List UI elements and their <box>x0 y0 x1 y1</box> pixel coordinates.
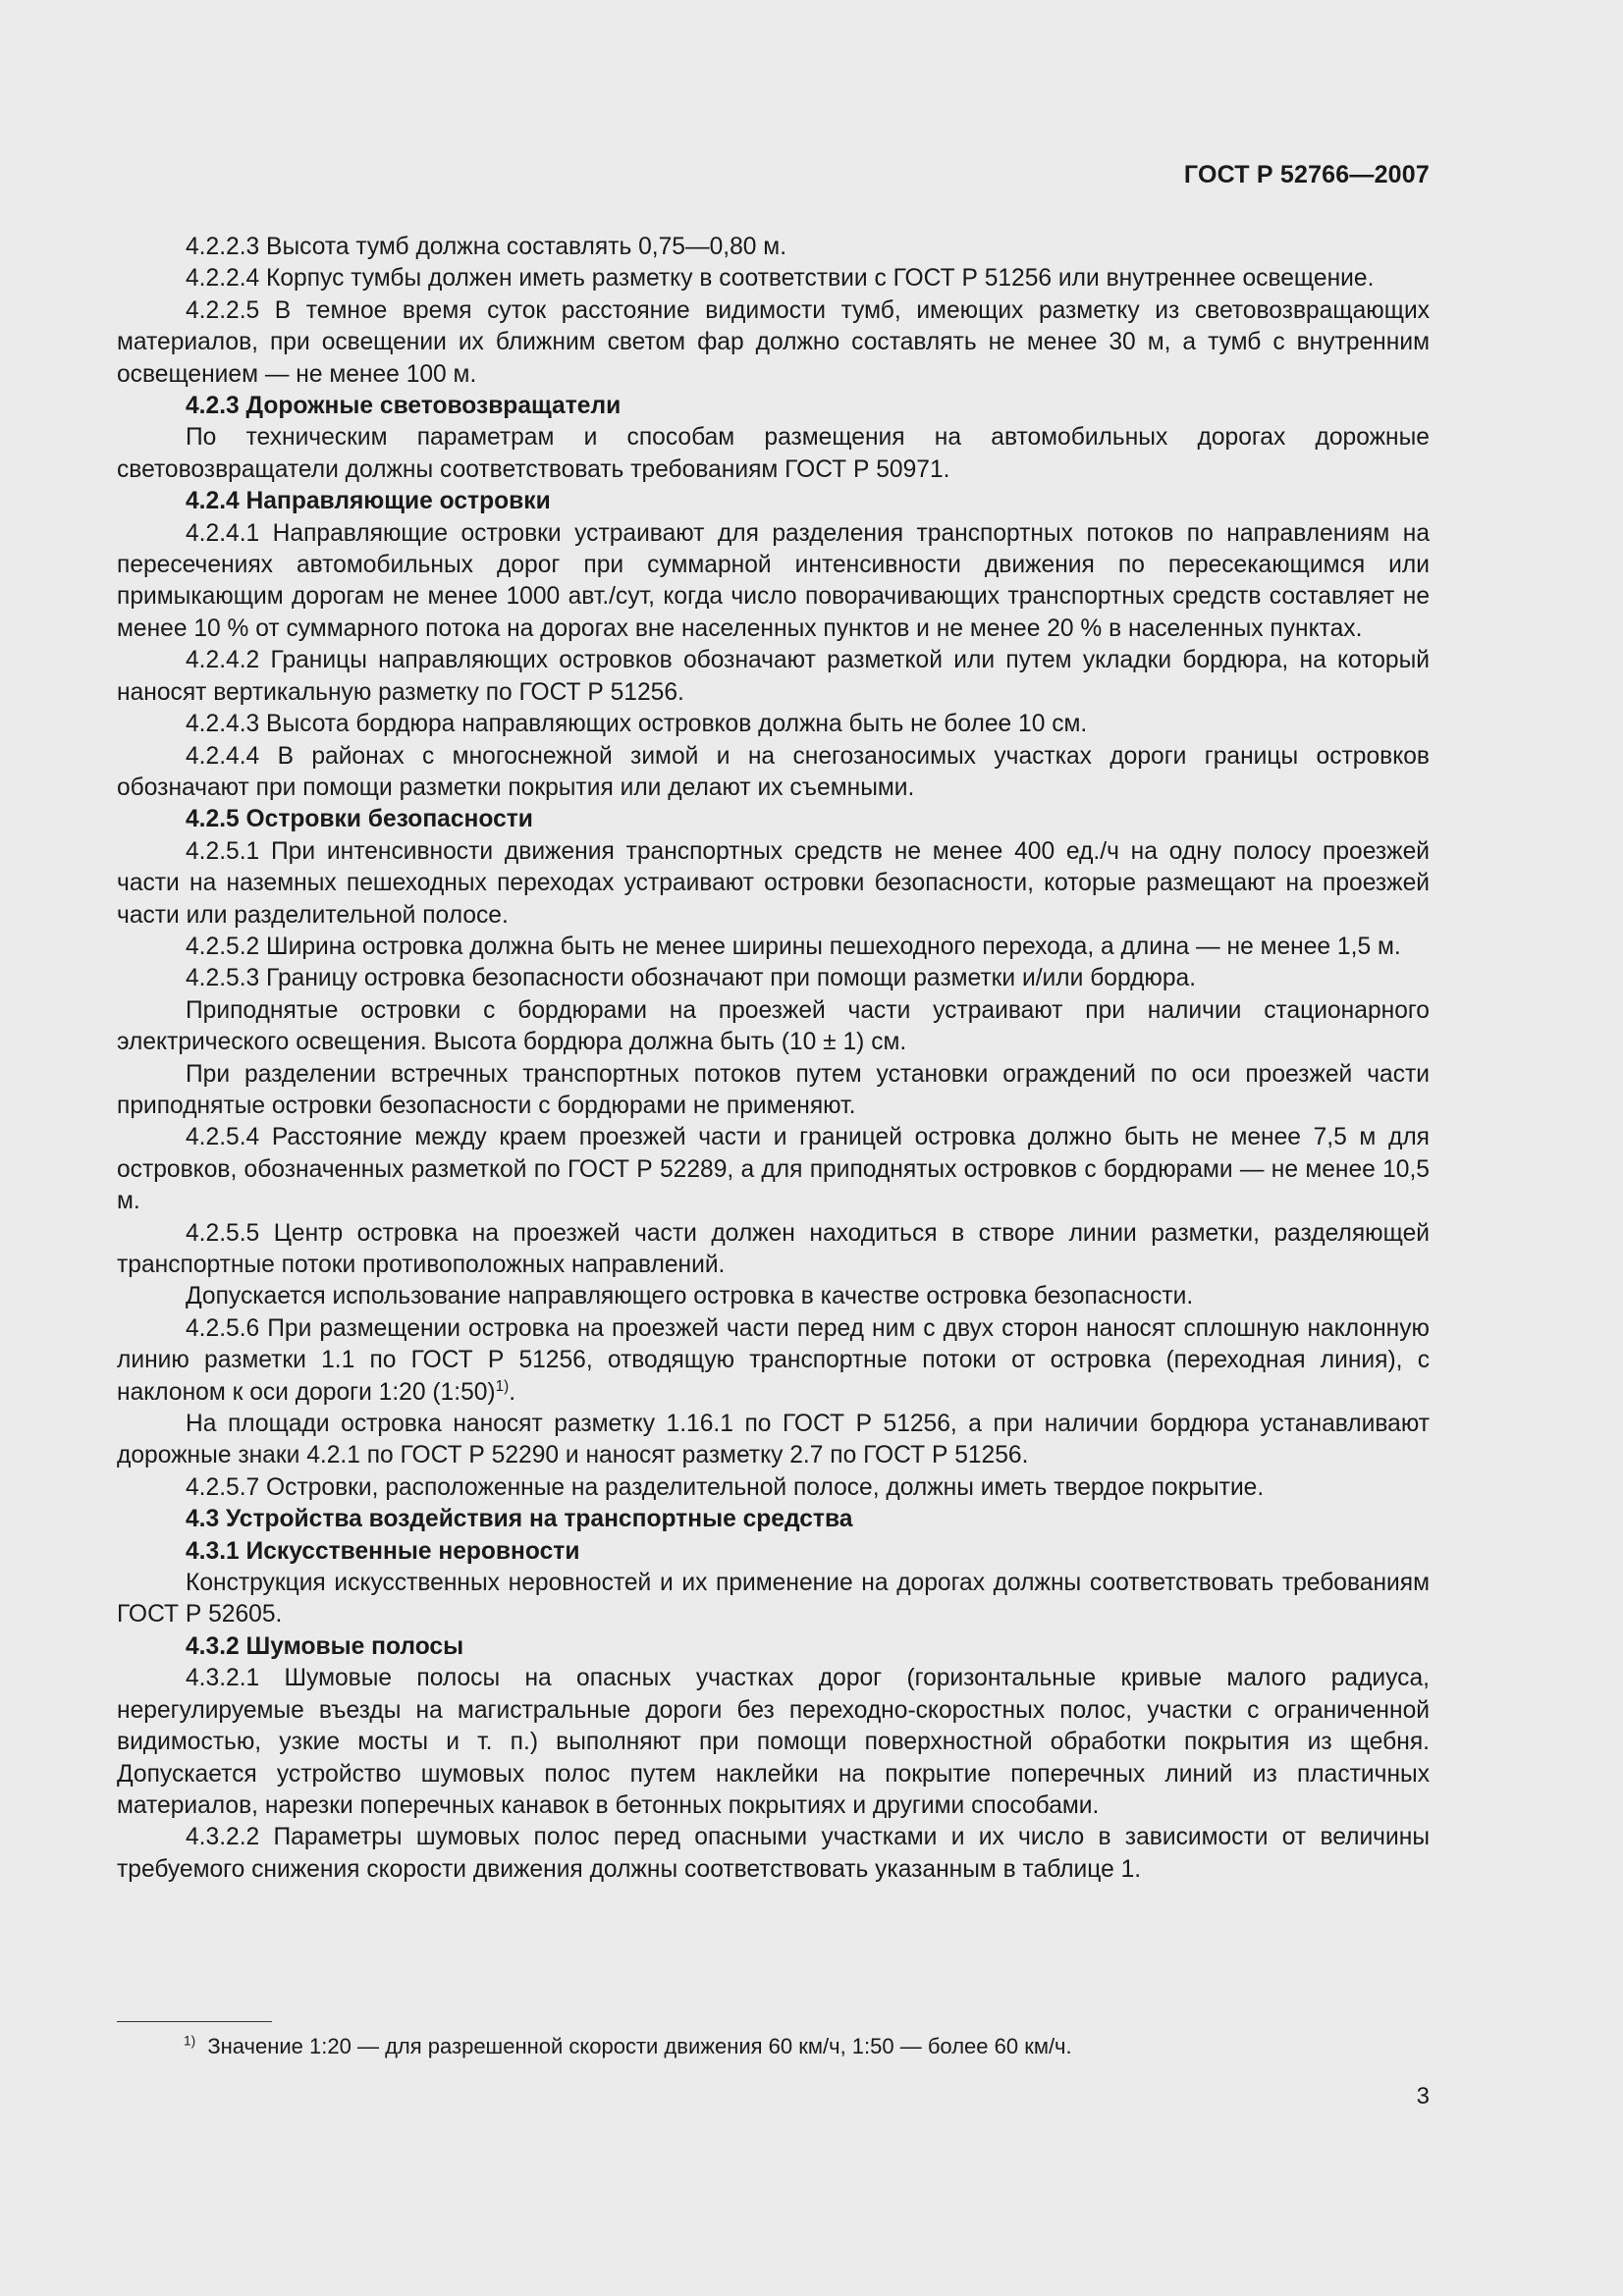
clause-4-3-2-1: 4.3.2.1 Шумовые полосы на опасных участках дорог (горизонтальные кривые малого радиуса, нерегулируемые въезды на магистральные дороги без переходно-скоростных полос, участки с ограниченной видимостью, узкие мосты и т. п.) выполняют при помощи поверхностной обработки покрытия из щебня. Допускается устройство шумовых полос путем наклейки на покрытие поперечных линий из пластичных материалов, нарезки поперечных канавок в бетонных покрытиях и другими способами. <box>117 1665 1430 1819</box>
clause-4-2-5-6-text: 4.2.5.6 При размещении островка на проезжей части перед ним с двух сторон наносят сплошную наклонную линию разметки 1.1 по ГОСТ Р 51256, отводящую транспортные потоки от островка (переходная линия), с наклоном к оси дороги 1:20 (1:50) <box>117 1314 1430 1406</box>
paragraph-guiding-island-use: Допускается использование направляющего островка в качестве островка безопасности. <box>186 1283 1194 1310</box>
footnote-text: Значение 1:20 — для разрешенной скорости движения 60 км/ч, 1:50 — более 60 км/ч. <box>207 2034 1072 2058</box>
clause-4-2-5-5: 4.2.5.5 Центр островка на проезжей части должен находиться в створе линии разметки, разделяющей транспортные потоки противоположных направлений. <box>117 1219 1430 1278</box>
footnote-separator <box>117 2021 272 2022</box>
clause-4-3-2-2: 4.3.2.2 Параметры шумовых полос перед опасными участками и их число в зависимости от величины требуемого снижения скорости движения должны соответствовать указанным в таблице 1. <box>117 1824 1430 1883</box>
document-body <box>117 232 1430 1886</box>
footnote <box>184 2032 1362 2061</box>
heading-4-3-2: 4.3.2 Шумовые полосы <box>186 1632 464 1660</box>
clause-4-2-5-1: 4.2.5.1 При интенсивности движения транспортных средств не менее 400 ед./ч на одну полосу проезжей части на наземных пешеходных переходах устраивают островки безопасности, которые размещают на проезжей части или разделительной полосе. <box>117 837 1430 929</box>
clause-4-2-5-3: 4.2.5.3 Границу островка безопасности обозначают при помощи разметки и/или бордюра. <box>186 965 1197 992</box>
footnote-mark: 1) <box>184 2033 196 2049</box>
clause-4-2-2-3: 4.2.2.3 Высота тумб должна составлять 0,75—0,80 м. <box>186 234 787 260</box>
heading-4-2-4: 4.2.4 Направляющие островки <box>186 488 551 515</box>
heading-4-3-1: 4.3.1 Искусственные неровности <box>186 1537 580 1565</box>
paragraph-raised-islands: Приподнятые островки с бордюрами на проезжей части устраивают при наличии стационарного электрического освещения. Высота бордюра должна быть (10 ± 1) см. <box>117 996 1430 1056</box>
clause-4-2-5-2: 4.2.5.2 Ширина островка должна быть не менее ширины пешеходного перехода, а длина — не менее 1,5 м. <box>186 933 1401 960</box>
footnote-reference: 1) <box>495 1377 510 1395</box>
heading-4-2-3: 4.2.3 Дорожные световозвращатели <box>186 393 622 420</box>
clause-4-2-5-4: 4.2.5.4 Расстояние между краем проезжей части и границей островка должно быть не менее 7,5 м для островков, обозначенных разметкой по ГОСТ Р 52289, а для приподнятых островков с бордюрами — не менее 10,5 м. <box>117 1124 1430 1215</box>
document-header: ГОСТ Р 52766—2007 <box>1183 161 1430 188</box>
paragraph-4-3-1: Конструкция искусственных неровностей и их применение на дорогах должны соответствовать требованиям ГОСТ Р 52605. <box>117 1570 1430 1629</box>
clause-4-2-5-6 <box>117 1313 1430 1409</box>
clause-4-2-4-3: 4.2.4.3 Высота бордюра направляющих островков должна быть не более 10 см. <box>186 711 1088 738</box>
clause-4-2-5-7: 4.2.5.7 Островки, расположенные на разделительной полосе, должны иметь твердое покрытие. <box>186 1473 1265 1501</box>
clause-4-2-4-1: 4.2.4.1 Направляющие островки устраивают для разделения транспортных потоков по направлениям на пересечениях автомобильных дорог при суммарной интенсивности движения по пересекающимся или примыкающим дорогам не менее 1000 авт./сут, когда число поворачивающих транспортных средств составляет не менее 10 % от суммарного потока на дорогах вне населенных пунктов и не менее 20 % в населенных пунктах. <box>117 519 1430 642</box>
heading-4-3: 4.3 Устройства воздействия на транспортные средства <box>186 1506 853 1533</box>
clause-4-2-2-5: 4.2.2.5 В темное время суток расстояние видимости тумб, имеющих разметку из световозвращающих материалов, при освещении их ближним светом фар должно составлять не менее 30 м, а тумб с внутренним освещением — не менее 100 м. <box>117 296 1430 388</box>
paragraph-oncoming-traffic: При разделении встречных транспортных потоков путем установки ограждений по оси проезжей части приподнятые островки безопасности с бордюрами не применяют. <box>117 1060 1430 1119</box>
clause-4-2-5-6-end: . <box>509 1378 516 1406</box>
clause-4-2-4-2: 4.2.4.2 Границы направляющих островков обозначают разметкой или путем укладки бордюра, на который наносят вертикальную разметку по ГОСТ Р 51256. <box>117 647 1430 706</box>
heading-4-2-5: 4.2.5 Островки безопасности <box>186 806 533 833</box>
clause-4-2-4-4: 4.2.4.4 В районах с многоснежной зимой и на снегозаносимых участках дороги границы островков обозначают при помощи разметки покрытия или делают их съемными. <box>117 742 1430 801</box>
paragraph-island-area-marking: На площади островка наносят разметку 1.16.1 по ГОСТ Р 51256, а при наличии бордюра устанавливают дорожные знаки 4.2.1 по ГОСТ Р 52290 и наносят разметку 2.7 по ГОСТ Р 51256. <box>117 1411 1430 1469</box>
paragraph-4-2-3: По техническим параметрам и способам размещения на автомобильных дорогах дорожные световозвращатели должны соответствовать требованиям ГОСТ Р 50971. <box>117 424 1430 483</box>
clause-4-2-2-4: 4.2.2.4 Корпус тумбы должен иметь разметку в соответствии с ГОСТ Р 51256 или внутреннее освещение. <box>186 265 1375 293</box>
page-number: 3 <box>1416 2083 1430 2109</box>
